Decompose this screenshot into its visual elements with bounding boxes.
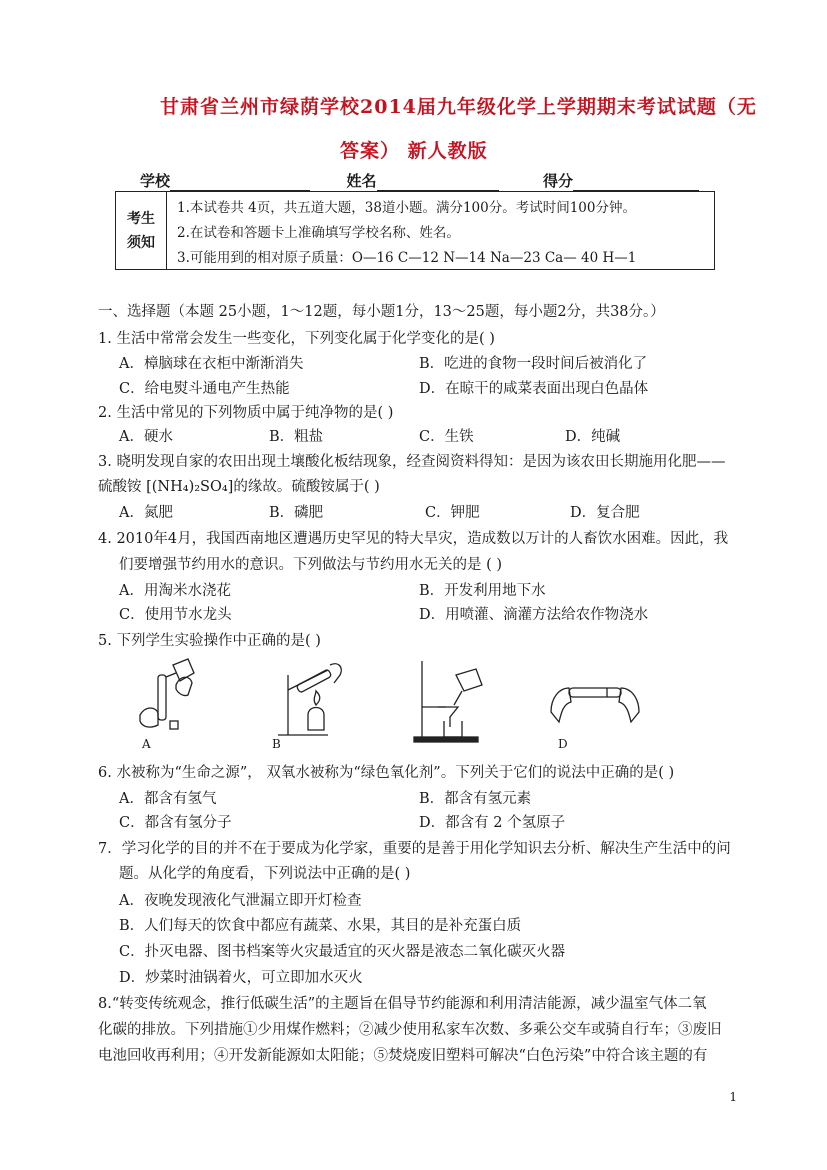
notice-heading-2: 须知: [127, 234, 155, 251]
score-label: 得分: [542, 172, 573, 190]
title-line-2: 答案） 新人教版: [340, 140, 488, 162]
notice-item: 2.在试卷和答题卡上准确填写学校名称、姓名。: [177, 225, 460, 241]
q4-stem-line-2: 们要增强节约用水的意识。下列做法与节约用水无关的是 ( ): [119, 557, 503, 573]
q7-stem-line-1: 7．学习化学的目的并不在于要成为化学家，重要的是善于用化学知识去分析、解决生产生活中的问: [98, 841, 731, 857]
q1-stem: 1. 生活中常常会发生一些变化，下列变化属于化学变化的是( ): [98, 331, 495, 347]
q8-line-3: 电池回收再利用；④开发新能源如太阳能；⑤焚烧废旧塑料可解决“白色污染”中符合该主题的有: [98, 1048, 708, 1064]
page-number: 1: [729, 1090, 737, 1104]
q2-option-a[interactable]: A．硬水: [119, 429, 173, 445]
q8-line-1: 8.“转变传统观念，推行低碳生活”的主题旨在倡导节约能源和利用清洁能源，减少温室气体二氧: [98, 996, 707, 1012]
q1-option-b[interactable]: B．吃进的食物一段时间后被消化了: [419, 356, 648, 372]
q3-stem-line-2: 硫酸铵 [(NH₄)₂SO₄]的缘故。硫酸铵属于( ): [98, 479, 380, 495]
q3-stem-line-1: 3. 晓明发现自家的农田出现土壤酸化板结现象，经查阅资料得知：是因为该农田长期施用化肥——: [98, 454, 726, 470]
q7-option-b[interactable]: B．人们每天的饮食中都应有蔬菜、水果，其目的是补充蛋白质: [119, 918, 522, 934]
q2-option-d[interactable]: D．纯碱: [565, 429, 621, 445]
score-blank[interactable]: [573, 174, 699, 191]
name-label: 姓名: [346, 172, 377, 190]
q5-figure-a[interactable]: [128, 655, 198, 740]
q3-option-a[interactable]: A．氮肥: [119, 505, 173, 521]
q1-option-c[interactable]: C．给电熨斗通电产生热能: [119, 381, 290, 397]
q3-option-b[interactable]: B．磷肥: [269, 505, 324, 521]
q5-label-b: B: [272, 737, 281, 751]
q6-stem: 6. 水被称为“生命之源”， 双氧水被称为“绿色氧化剂”。下列关于它们的说法中正确的是( ): [98, 765, 675, 781]
q4-option-c[interactable]: C．使用节水龙头: [119, 607, 232, 623]
q1-option-d[interactable]: D．在晾干的咸菜表面出现白色晶体: [419, 381, 649, 397]
name-blank[interactable]: [377, 174, 499, 191]
q5-figure-d[interactable]: [545, 672, 645, 734]
q4-stem-line-1: 4. 2010年4月，我国西南地区遭遇历史罕见的特大旱灾，造成数以万计的人畜饮水困难。因此，我: [98, 531, 729, 547]
q6-option-d[interactable]: D．都含有 2 个氢原子: [419, 815, 566, 831]
q7-option-a[interactable]: A．夜晚发现液化气泄漏立即开灯检查: [119, 893, 362, 909]
q4-option-b[interactable]: B．开发利用地下水: [419, 583, 546, 599]
exam-notice-box: [115, 191, 715, 270]
title-line-1: 甘肃省兰州市绿荫学校2014届九年级化学上学期期末考试试题（无: [160, 96, 757, 118]
notice-item: 3.可能用到的相对原子质量：O—16 C—12 N—14 Na—23 Ca— 40 H—1: [177, 250, 637, 266]
q2-stem: 2. 生活中常见的下列物质中属于纯净物的是( ): [98, 405, 394, 421]
q5-label-a: A: [142, 737, 151, 751]
q7-option-d[interactable]: D．炒菜时油锅着火，可立即加水灭火: [119, 970, 363, 986]
q5-stem: 5. 下列学生实验操作中正确的是( ): [98, 633, 321, 649]
notice-heading: [116, 192, 167, 269]
school-blank[interactable]: [170, 174, 310, 191]
q7-option-c[interactable]: C．扑灭电器、图书档案等火灾最适宜的灭火器是液态二氧化碳灭火器: [119, 944, 566, 960]
q7-stem-line-2: 题。从化学的角度看，下列说法中正确的是( ): [119, 866, 411, 882]
q5-figure-c[interactable]: [410, 655, 495, 745]
q1-option-a[interactable]: A．樟脑球在衣柜中渐渐消失: [119, 356, 304, 372]
student-info-row: [140, 170, 699, 191]
q6-option-a[interactable]: A．都含有氢气: [119, 791, 217, 807]
q5-figure-b[interactable]: [268, 655, 353, 740]
q3-option-d[interactable]: D．复合肥: [570, 505, 640, 521]
school-label: 学校: [140, 172, 171, 190]
notice-item: 1.本试卷共 4页，共五道大题，38道小题。满分100分。考试时间100分钟。: [177, 200, 636, 216]
q6-option-c[interactable]: C．都含有氢分子: [119, 815, 232, 831]
q4-option-a[interactable]: A．用淘米水浇花: [119, 583, 231, 599]
q5-label-d: D: [558, 737, 568, 751]
q2-option-b[interactable]: B．粗盐: [269, 429, 324, 445]
q8-line-2: 化碳的排放。下列措施①少用煤作燃料；②减少使用私家车次数、多乘公交车或骑自行车；③废旧: [98, 1022, 722, 1038]
q4-option-d[interactable]: D．用喷灌、滴灌方法给农作物浇水: [419, 607, 649, 623]
notice-body: [167, 192, 636, 269]
q3-option-c[interactable]: C．钾肥: [425, 505, 480, 521]
notice-heading-1: 考生: [127, 210, 155, 227]
section-heading: 一、选择题（本题 25小题，1～12题，每小题1分，13～25题，每小题2分，共38分。）: [98, 304, 665, 320]
q2-option-c[interactable]: C．生铁: [419, 429, 474, 445]
q6-option-b[interactable]: B．都含有氢元素: [419, 791, 532, 807]
